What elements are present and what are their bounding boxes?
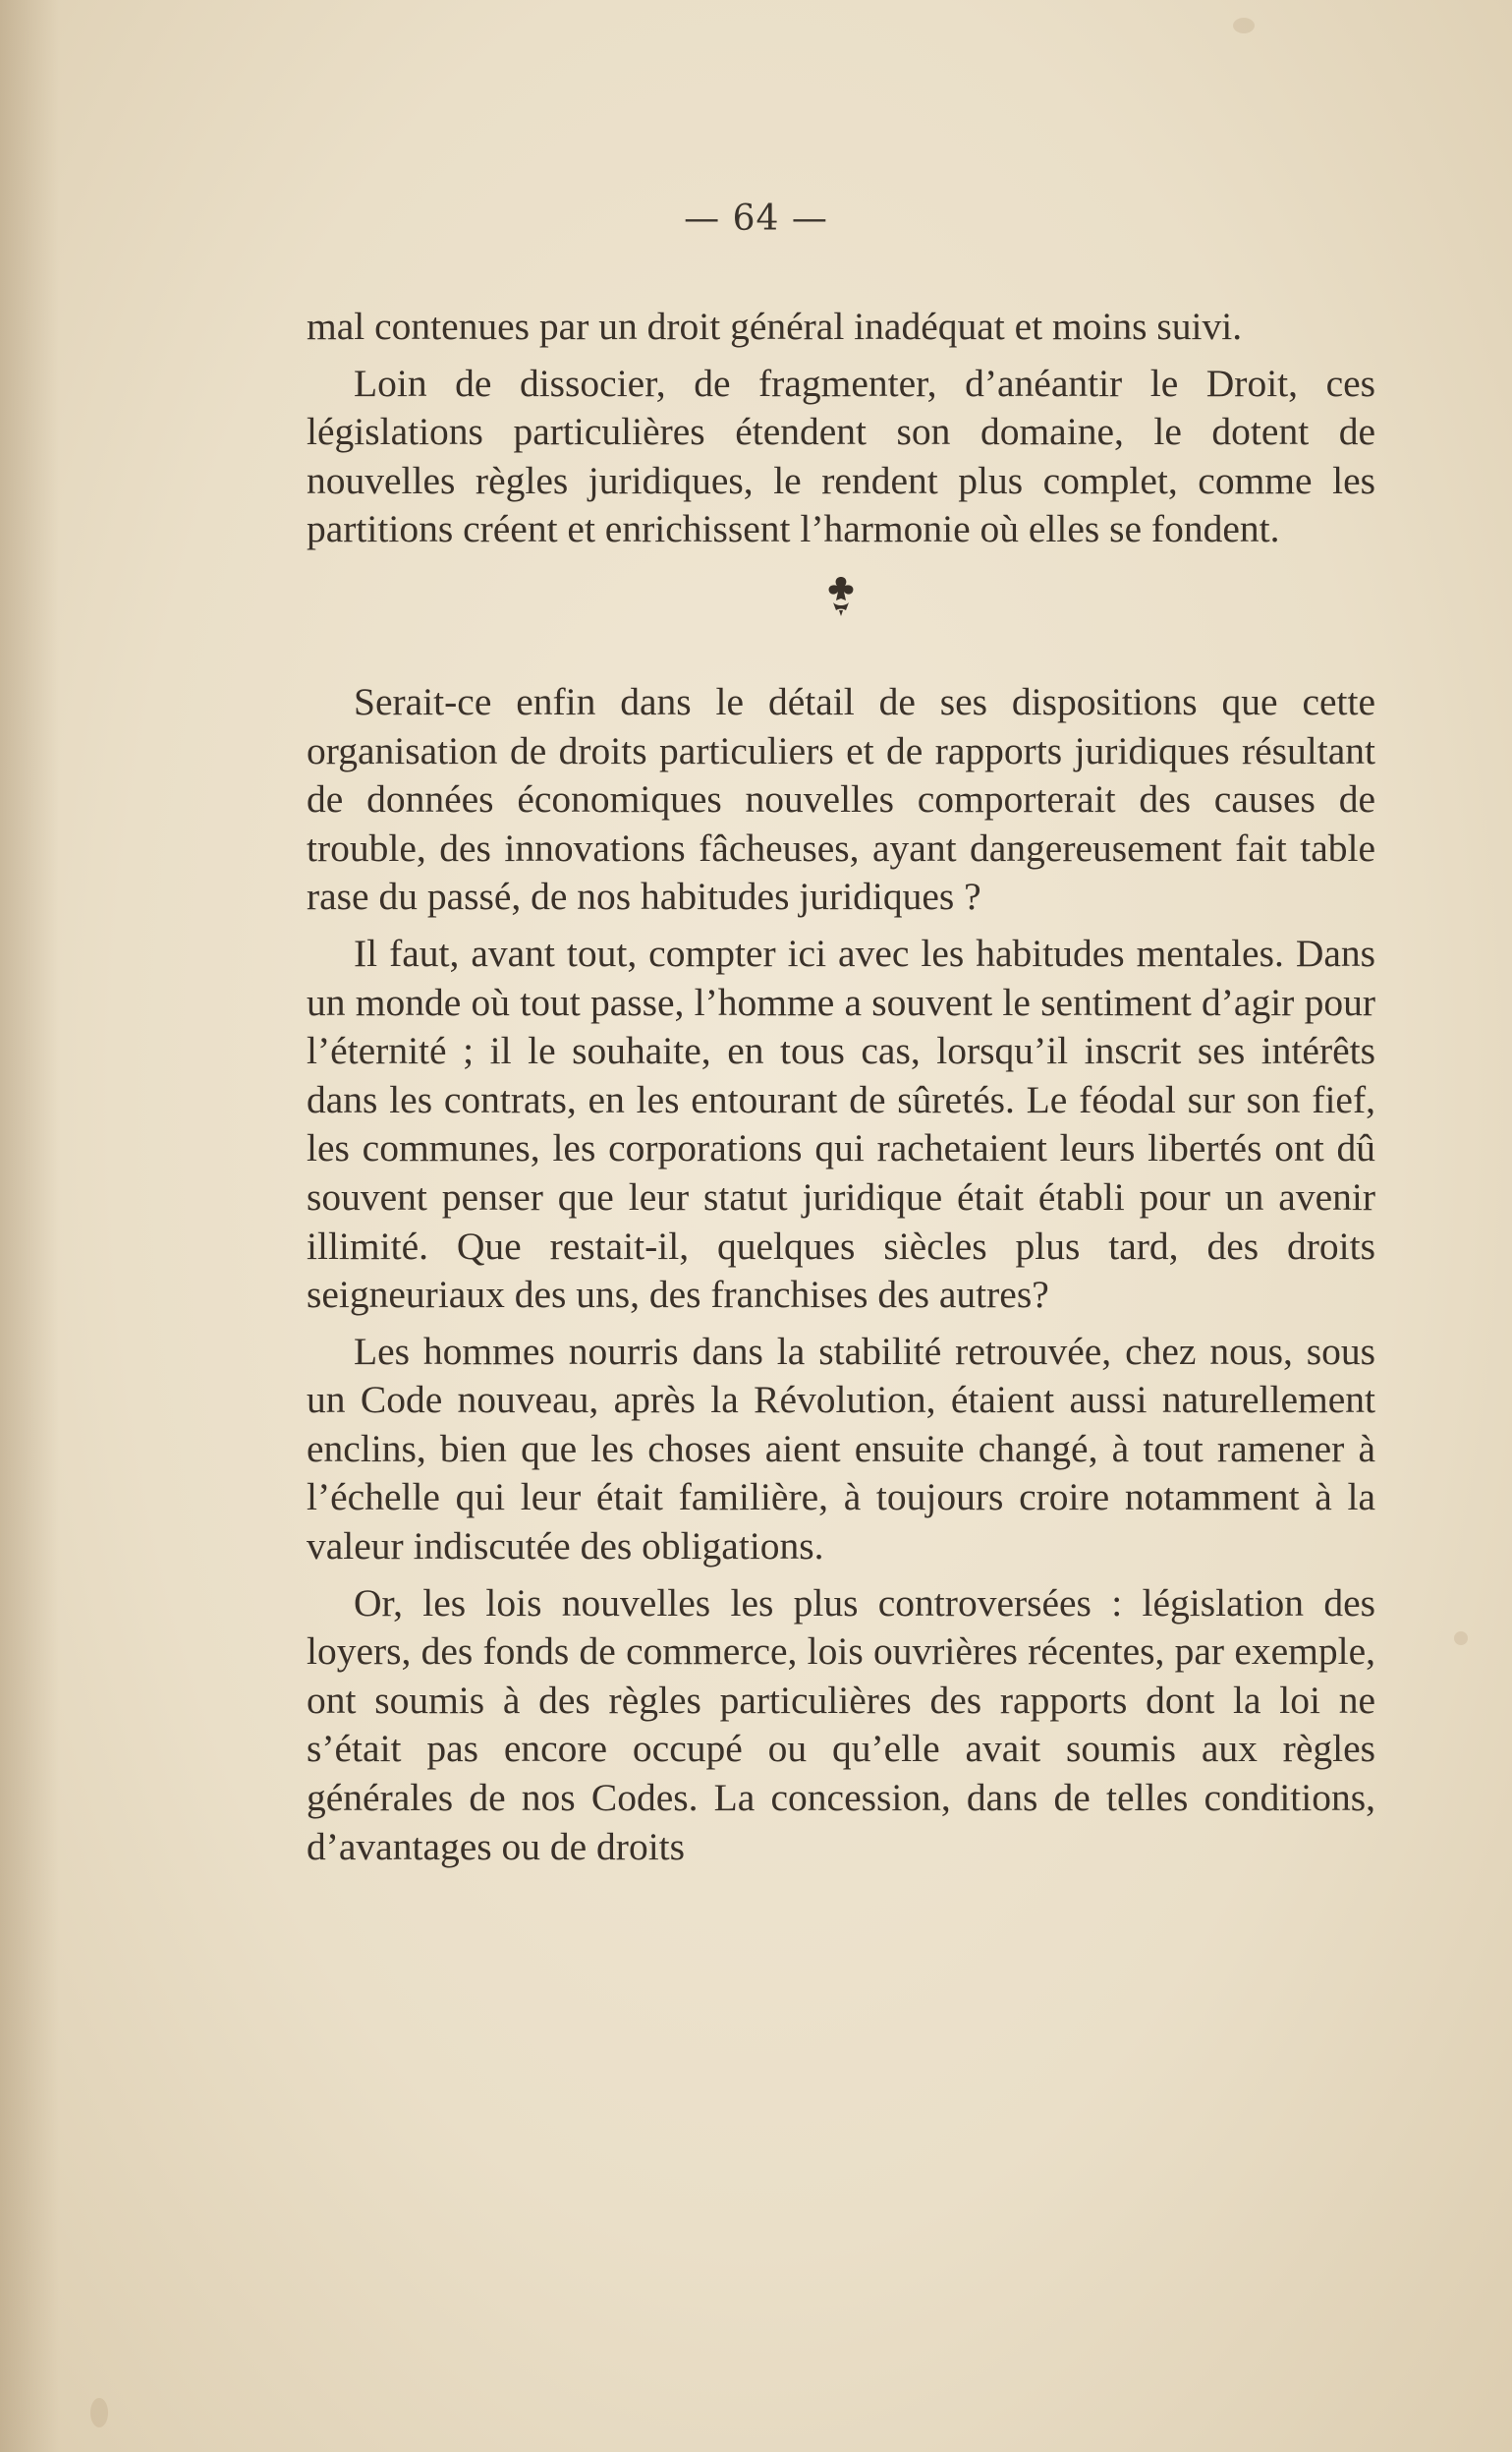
fleuron-icon	[307, 562, 1375, 621]
body-text	[307, 303, 1375, 1879]
paragraph: Or, les lois nouvelles les plus controversées : législation des loyers, des fonds de commerce, lois ouvrières récentes, par exemple, ont soumis à des règles particulières des rapports dont la loi ne s’était pas encore occupé ou qu’elle avait soumis aux règles générales de nos Codes. La concession, dans de telles conditions, d’avantages ou de droits	[307, 1580, 1375, 1868]
paragraph: Il faut, avant tout, compter ici avec les habitudes mentales. Dans un monde où tout passe, l’homme a souvent le sentiment d’agir pour l’éternité ; il le souhaite, en tous cas, lorsqu’il inscrit ses intérêts dans les contrats, en les entourant de sûretés. Le féodal sur son fief, les communes, les corporations qui rachetaient leurs libertés ont dû souvent penser que leur statut juridique était établi pour un avenir illimité. Que restait-il, quelques siècles plus tard, des droits seigneuriaux des uns, des franchises des autres?	[307, 931, 1375, 1317]
paragraph: Les hommes nourris dans la stabilité retrouvée, chez nous, sous un Code nouveau, après la Révolution, étaient aussi naturellement enclins, bien que les choses aient ensuite changé, à tout ramener à l’échelle qui leur était familière, à toujours croire notamment à la valeur indiscutée des obligations.	[307, 1329, 1375, 1568]
page-number: — 64 —	[684, 199, 828, 239]
paragraph: Loin de dissocier, de fragmenter, d’anéantir le Droit, ces législations particulières étendent son domaine, le dotent de nouvelles règles juridiques, le rendent plus complet, comme les partitions créent et enrichissent l’harmonie où elles se fondent.	[307, 361, 1375, 551]
paper-stain	[1454, 1631, 1468, 1645]
paper-stain	[90, 2398, 108, 2427]
paper-stain	[1233, 18, 1255, 33]
paragraph: Serait-ce enfin dans le détail de ses dispositions que cette organisation de droits particuliers et de rapports juridiques résultant de données économiques nouvelles comporterait des causes de trouble, des innovations fâcheuses, ayant dangereusement fait table rase du passé, de nos habitudes juridiques ?	[307, 679, 1375, 919]
page-edge-shadow	[0, 0, 59, 2452]
paragraph: mal contenues par un droit général inadéquat et moins suivi.	[307, 305, 1243, 348]
